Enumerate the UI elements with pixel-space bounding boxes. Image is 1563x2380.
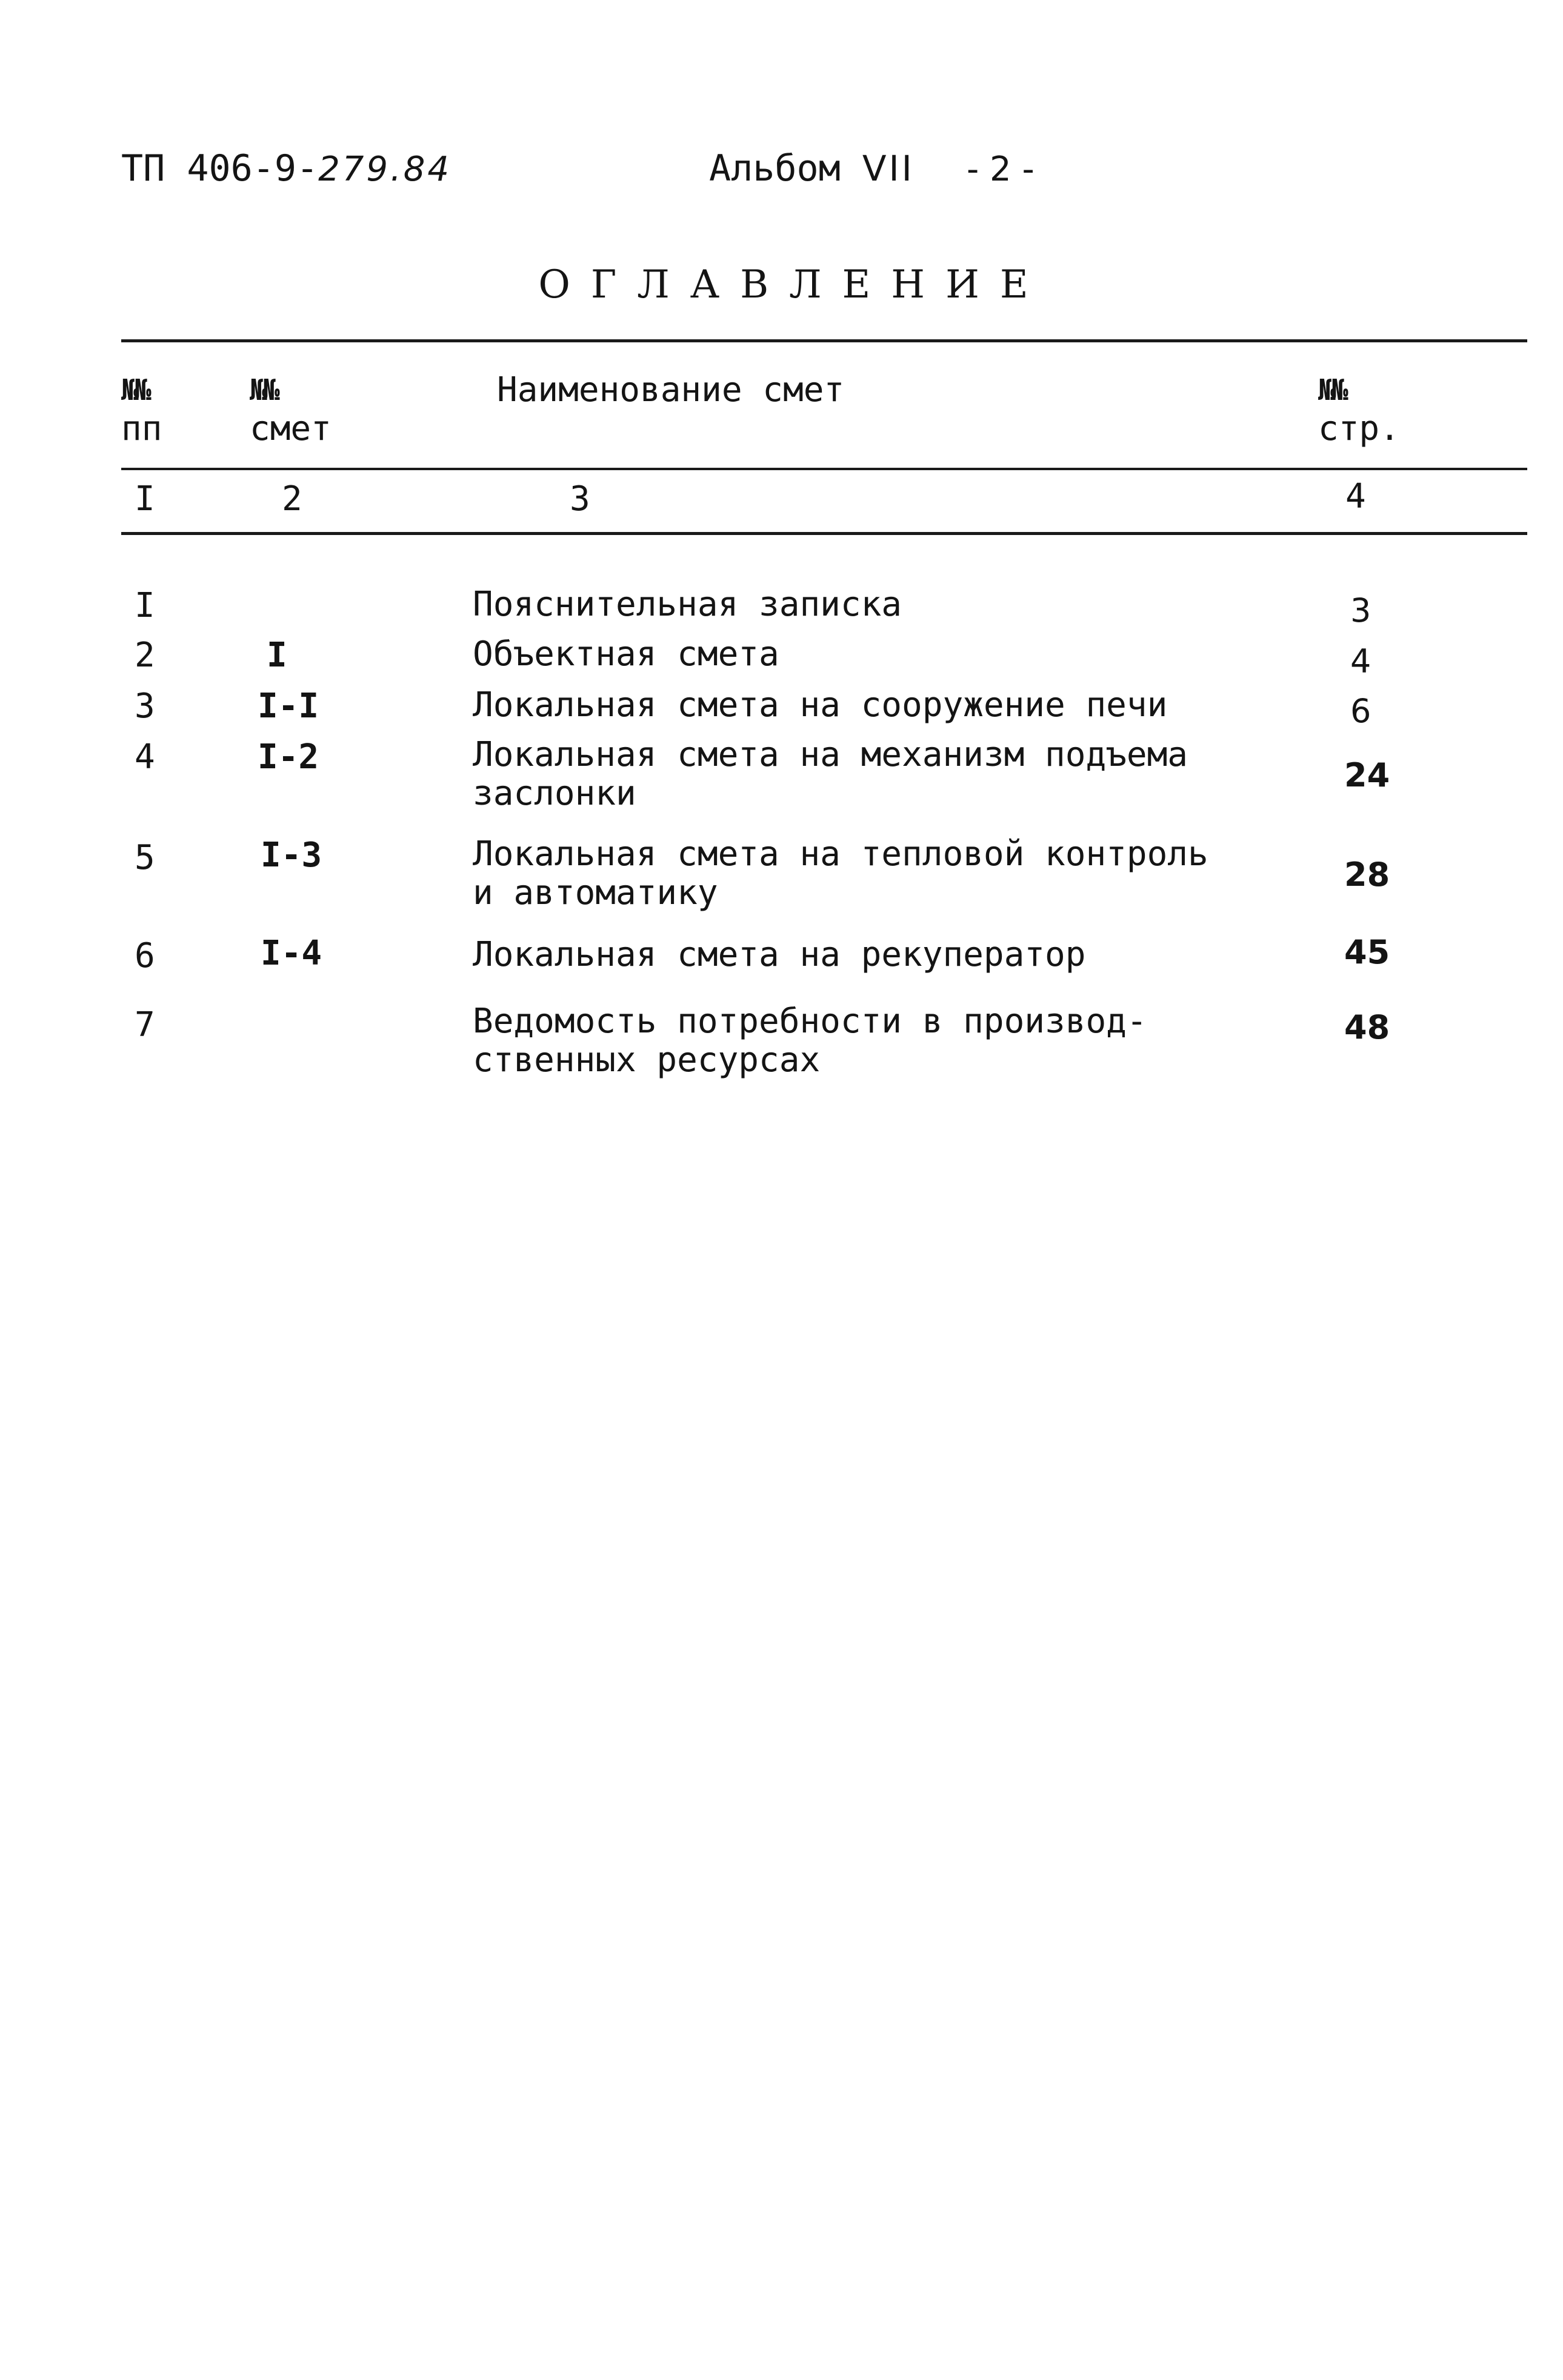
column-number-4: 4: [1345, 477, 1366, 516]
column-number-2: 2: [282, 479, 302, 519]
table-header-rule: [121, 468, 1527, 470]
row-5-name-line: Локальная смета на тепловой контроль: [473, 834, 1208, 874]
row-1-page: 3: [1350, 591, 1371, 630]
row-4-estimate: I-2: [258, 737, 319, 777]
row-7-name-line: ственных ресурсах: [473, 1040, 821, 1080]
table-top-rule: [121, 339, 1527, 342]
row-7-name-line: Ведомость потребности в производ-: [473, 1002, 1147, 1041]
column-header-number: [121, 371, 162, 448]
row-5-page: 28: [1344, 856, 1390, 894]
column-header-label: Наименование смет: [497, 370, 845, 410]
column-header-label: пп: [121, 409, 162, 448]
row-3-estimate: I-I: [258, 686, 319, 726]
row-6-name-line: Локальная смета на рекуператор: [473, 935, 1086, 974]
column-header-name: [497, 371, 844, 410]
row-3-name: [473, 686, 1167, 725]
column-header-mark: №№: [121, 373, 147, 407]
row-4-page: 24: [1344, 756, 1390, 794]
row-6-estimate: I-4: [261, 934, 322, 973]
row-2-number: 2: [135, 636, 155, 675]
row-3-page: 6: [1350, 692, 1371, 730]
row-7-page: 48: [1344, 1008, 1390, 1046]
album-number: VII: [862, 148, 915, 189]
row-4-name-line: Локальная смета на механизм подъема: [473, 735, 1188, 774]
column-number-1: I: [135, 479, 155, 519]
row-5-estimate: I-3: [261, 836, 322, 875]
row-2-page: 4: [1350, 642, 1371, 680]
column-header-mark: №№: [1318, 373, 1344, 407]
column-header-estimate: [250, 371, 332, 448]
document-code-printed: ТП 406-9-: [121, 147, 319, 190]
row-7-number: 7: [135, 1005, 155, 1045]
row-1-name-line: Пояснительная записка: [473, 585, 902, 624]
row-3-number: 3: [135, 686, 155, 726]
column-header-label: стр.: [1318, 409, 1400, 448]
row-1-name: [473, 585, 902, 624]
row-3-name-line: Локальная смета на сооружение печи: [473, 685, 1168, 725]
row-2-name: [473, 635, 779, 674]
row-4-name: [473, 736, 1188, 813]
row-1-number: I: [135, 586, 155, 625]
column-header-page: [1318, 371, 1400, 448]
row-5-name: [473, 835, 1208, 912]
row-4-name-line: заслонки: [473, 774, 636, 813]
row-5-number: 5: [135, 838, 155, 877]
document-code-handwritten: 279.84: [318, 150, 452, 189]
row-2-estimate: I: [267, 636, 287, 675]
page-number: - 2 -: [967, 150, 1035, 189]
column-header-mark: №№: [250, 373, 275, 407]
row-7-name: [473, 1002, 1147, 1080]
column-header-label: смет: [250, 409, 332, 448]
row-6-number: 6: [135, 936, 155, 976]
album-word: Альбом: [709, 147, 841, 190]
table-numbers-rule: [121, 532, 1527, 535]
row-2-name-line: Объектная смета: [473, 634, 779, 674]
document-code: [121, 147, 452, 190]
row-4-number: 4: [135, 737, 155, 777]
row-6-page: 45: [1344, 933, 1390, 971]
page-title: ОГЛАВЛЕНИЕ: [538, 262, 1049, 307]
column-number-3: 3: [570, 479, 590, 519]
album-label: [709, 147, 915, 190]
row-5-name-line: и автоматику: [473, 873, 718, 912]
row-6-name: [473, 936, 1085, 974]
